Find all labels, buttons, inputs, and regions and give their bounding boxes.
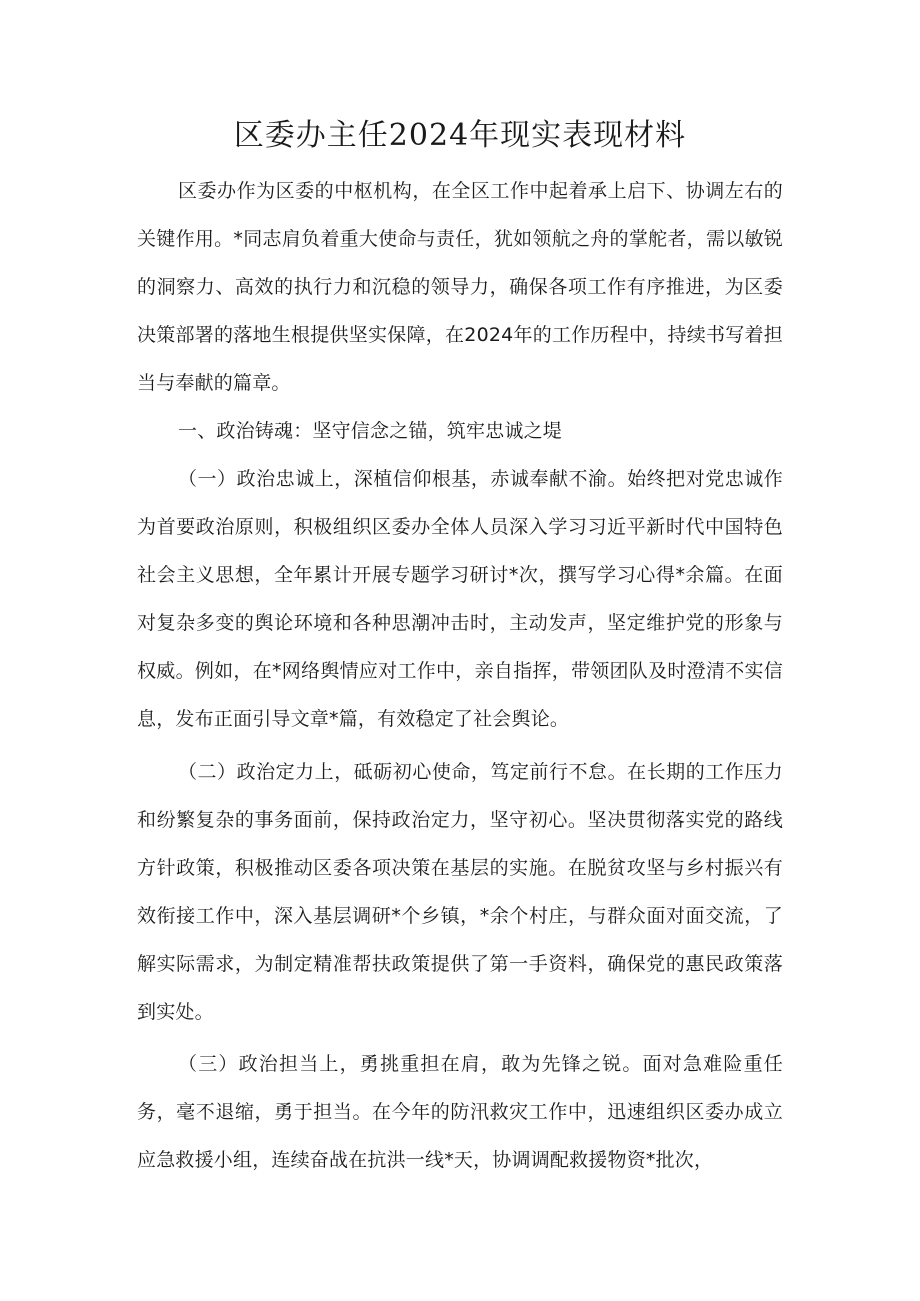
paragraph-political-resolve: （二）政治定力上，砥砺初心使命，笃定前行不怠。在长期的工作压力和纷繁复杂的事务面前，保持政治定力，坚守初心。坚决贯彻落实党的路线方针政策，积极推动区委各项决策在基层的实施。在脱贫攻坚与乡村振兴有效衔接工作中，深入基层调研*个乡镇，*余个村庄，与群众面对面交流，了解实际需求，为制定精准帮扶政策提供了第一手资料，确保党的惠民政策落到实处。 [137,761,783,1023]
paragraph-political-responsibility: （三）政治担当上，勇挑重担在肩，敢为先锋之锐。面对急难险重任务，毫不退缩，勇于担当。在今年的防汛救灾工作中，迅速组织区委办成立应急救援小组，连续奋战在抗洪一线*天，协调调配救援物资*批次， [137,1053,783,1171]
document-title: 区委办主任2024年现实表现材料 [233,118,687,153]
paragraph-political-loyalty: （一）政治忠诚上，深植信仰根基，赤诚奉献不渝。始终把对党忠诚作为首要政治原则，积极组织区委办全体人员深入学习习近平新时代中国特色社会主义思想，全年累计开展专题学习研讨*次，撰写学习心得*余篇。在面对复杂多变的舆论环境和各种思潮冲击时，主动发声，坚定维护党的形象与权威。例如，在*网络舆情应对工作中，亲自指挥，带领团队及时澄清不实信息，发布正面引导文章*篇，有效稳定了社会舆论。 [137,468,783,730]
section-heading-1: 一、政治铸魂：坚守信念之锚，筑牢忠诚之堤 [178,420,563,442]
paragraph-intro: 区委办作为区委的中枢机构，在全区工作中起着承上启下、协调左右的关键作用。*同志肩负着重大使命与责任，犹如领航之舟的掌舵者，需以敏锐的洞察力、高效的执行力和沉稳的领导力，确保各项工作有序推进，为区委决策部署的落地生根提供坚实保障，在2024年的工作历程中，持续书写着担当与奉献的篇章。 [137,180,783,394]
